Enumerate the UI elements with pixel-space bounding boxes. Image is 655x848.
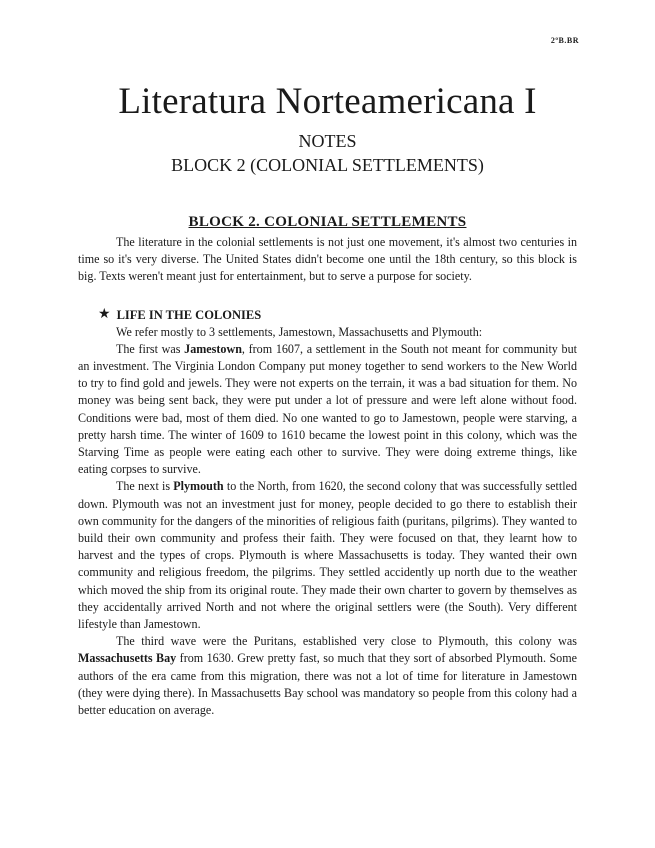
jamestown-name: Jamestown <box>184 341 242 356</box>
document-page <box>78 80 577 719</box>
colonies-lead-paragraph: We refer mostly to 3 settlements, Jamestown, Massachusetts and Plymouth: <box>116 324 483 339</box>
colonies-heading-label: LIFE IN THE COLONIES <box>116 307 262 322</box>
plymouth-name: Plymouth <box>173 479 224 494</box>
notes-label: NOTES <box>298 131 357 151</box>
massachusetts-pre: The third wave were the Puritans, established very close to Plymouth, this colony was <box>116 634 577 649</box>
plymouth-paragraph <box>78 478 577 633</box>
document-title: Literatura Norteamericana I <box>118 81 537 122</box>
jamestown-paragraph <box>78 341 577 479</box>
star-icon: ★ <box>98 306 111 322</box>
intro-paragraph: The literature in the colonial settlements is not just one movement, it's almost two centuries in time so it's very diverse. The United States didn't become one until the 18th century, so this block is big. Texts weren't meant just for entertainment, but to serve a purpose for society. <box>78 235 577 284</box>
massachusetts-paragraph <box>78 633 577 719</box>
massachusetts-name: Massachusetts Bay <box>78 651 177 666</box>
section-heading: BLOCK 2. COLONIAL SETTLEMENTS <box>188 214 467 230</box>
plymouth-text: to the North, from 1620, the second colony that was successfully settled down. Plymouth was not an investment just for money, people decided to go there to establish their own community for the dangers of the minorities of religious faith (puritans, pilgrims). They wanted to build their own community and profess their faith. They were focused on that, they learnt how to harvest and the types of crops. Plymouth is where Massachusetts is today. They wanted their own community and religious freedom, the pilgrims. They settled accidently up north due to the weather which moved the ship from its original route. They made their own charter to govern by themselves as they accidentally arrived North and not where the original settlers were (the South). Very different lifestyle than Jamestown. <box>78 479 577 632</box>
massachusetts-text: from 1630. Grew pretty fast, so much that they sort of absorbed Plymouth. Some authors of the era came from this migration, there was not a lot of time for literature in Jamestown (they were dying there). In Massachusetts Bay school was mandatory so people from this colony had a better education on average. <box>78 651 577 718</box>
block-subtitle: BLOCK 2 (COLONIAL SETTLEMENTS) <box>171 155 484 175</box>
jamestown-text: , from 1607, a settlement in the South not meant for community but an investment. The Virginia London Company put money together to send workers to the New World to try to find gold and jewels. They were not experts on the terrain, it was a bad situation for them. No money was being sent back, they were put under a lot of pressure and were left alone without food. Conditions were bad, most of them died. No one wanted to go to Jamestown, people were starving, a pretty harsh time. The winter of 1609 to 1610 became the lowest point in this colony, which was the Starving Time as people were eating each other to survive. They were doing extreme things, like eating corpses to survive. <box>78 341 577 477</box>
jamestown-pre: The first was <box>116 341 185 356</box>
course-tag: 2ºB.BR <box>550 36 579 45</box>
colonies-heading <box>98 306 577 324</box>
plymouth-pre: The next is <box>116 479 174 494</box>
